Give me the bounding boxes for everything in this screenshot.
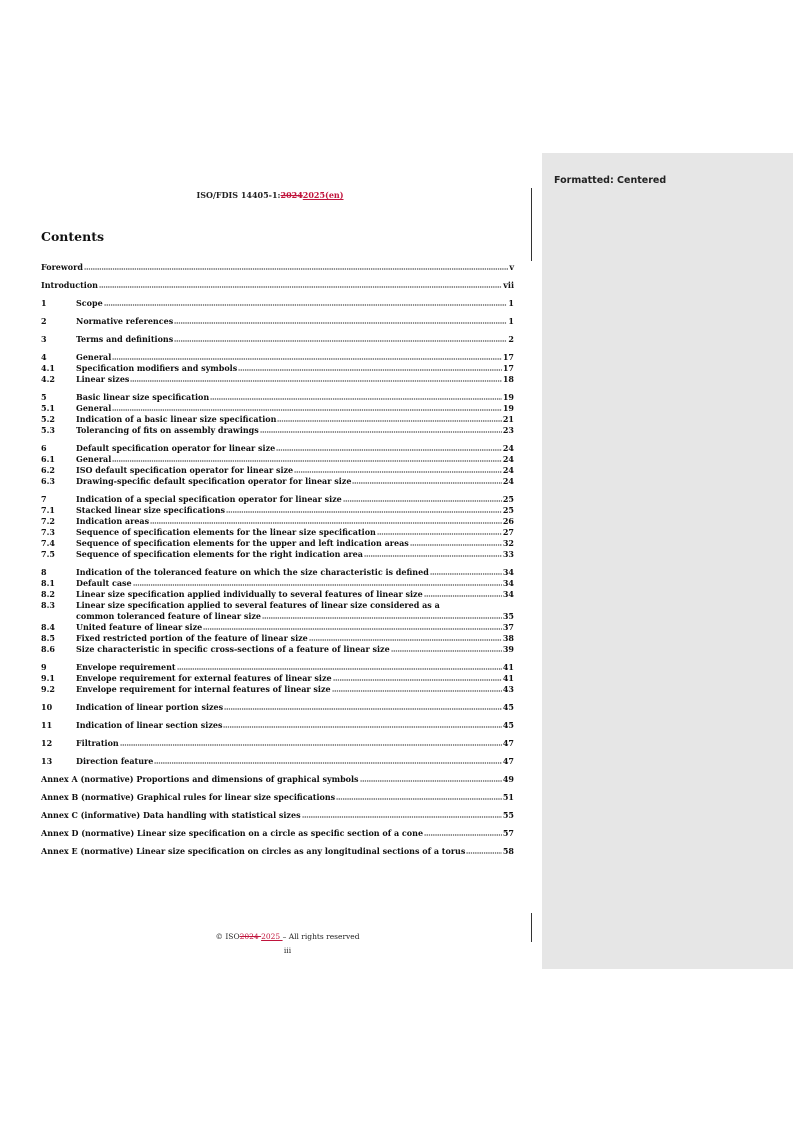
toc-entry-page: 55 <box>502 810 514 820</box>
toc-entry-title: Annex B (normative) Graphical rules for linear size specifications <box>41 792 336 802</box>
toc-entry-page: 58 <box>502 846 514 856</box>
toc-entry-number: 7.1 <box>41 505 55 515</box>
toc-entry-title: General <box>76 454 112 464</box>
toc-entry-number: 4.1 <box>41 363 55 373</box>
toc-entry-title: Linear size specification applied to several features of linear size considered as a <box>76 600 440 610</box>
toc-entry[interactable] <box>41 845 514 856</box>
toc-leader-dots <box>277 414 501 422</box>
toc-entry-page: 38 <box>502 633 514 643</box>
toc-entry[interactable] <box>41 719 514 730</box>
toc-entry-number: 9.2 <box>41 684 55 694</box>
toc-entry[interactable] <box>41 632 514 643</box>
toc-entry-number: 6.1 <box>41 454 55 464</box>
toc-entry[interactable] <box>41 493 514 504</box>
toc-entry-number: 5.2 <box>41 414 55 424</box>
toc-entry-page: 39 <box>502 644 514 654</box>
footer-inserted-year: 2025 <box>261 932 283 941</box>
toc-entry-title: ISO default specification operator for linear size <box>76 465 294 475</box>
toc-leader-dots <box>174 316 507 324</box>
toc-entry[interactable] <box>41 297 514 308</box>
toc-leader-dots <box>223 720 501 728</box>
toc-leader-dots <box>150 516 502 524</box>
toc-leader-dots <box>130 374 501 382</box>
toc-entry-number: 8.3 <box>41 600 55 610</box>
toc-entry-title: Tolerancing of fits on assembly drawings <box>76 425 259 435</box>
toc-entry-title: Normative references <box>76 316 174 326</box>
toc-entry-page: 25 <box>502 494 514 504</box>
toc-leader-dots <box>336 792 502 800</box>
toc-entry-title: Default specification operator for linear size <box>76 443 276 453</box>
toc-entry-title: Envelope requirement <box>76 662 176 672</box>
toc-entry-title: Indication of a special specification operator for linear size <box>76 494 342 504</box>
toc-entry[interactable] <box>41 577 514 588</box>
toc-entry-number: 5 <box>41 392 47 402</box>
toc-leader-dots <box>238 363 502 371</box>
formatting-note: Formatted: Centered <box>554 175 667 186</box>
toc-leader-dots <box>333 673 502 681</box>
toc-entry-title: Scope <box>76 298 103 308</box>
document-header <box>40 190 500 200</box>
toc-entry-number: 4.2 <box>41 374 55 384</box>
toc-entry[interactable] <box>41 413 514 424</box>
toc-entry-page: 37 <box>502 622 514 632</box>
toc-entry[interactable] <box>41 791 514 802</box>
toc-entry-page: 45 <box>502 702 514 712</box>
toc-entry-page: vii <box>503 280 514 290</box>
toc-leader-dots <box>133 578 502 586</box>
toc-entry-page: 43 <box>502 684 514 694</box>
toc-entry-page: 33 <box>502 549 514 559</box>
toc-entry-page: 32 <box>502 538 514 548</box>
toc-entry-title: Drawing-specific default specification operator for linear size <box>76 476 352 486</box>
toc-entry-page: v <box>509 262 514 272</box>
toc-leader-dots <box>112 403 502 411</box>
toc-leader-dots <box>99 280 502 288</box>
toc-entry-page: 41 <box>502 662 514 672</box>
header-prefix: ISO/FDIS 14405-1: <box>196 190 281 200</box>
toc-leader-dots <box>391 644 502 652</box>
footer-rights: – All rights reserved <box>282 932 360 941</box>
toc-entry-title: Annex A (normative) Proportions and dimensions of graphical symbols <box>41 774 359 784</box>
toc-entry-page: 24 <box>502 454 514 464</box>
toc-entry-page: 47 <box>502 738 514 748</box>
toc-leader-dots <box>343 494 502 502</box>
toc-entry-number: 9 <box>41 662 47 672</box>
toc-entry-title: Size characteristic in specific cross-sections of a feature of linear size <box>76 644 390 654</box>
toc-entry[interactable] <box>41 515 514 526</box>
toc-entry[interactable] <box>41 827 514 838</box>
table-of-contents <box>41 261 514 856</box>
toc-entry[interactable] <box>41 453 514 464</box>
toc-entry[interactable] <box>41 442 514 453</box>
toc-entry[interactable] <box>41 809 514 820</box>
toc-entry-page: 47 <box>502 756 514 766</box>
toc-entry-number: 7.4 <box>41 538 55 548</box>
toc-entry[interactable] <box>41 464 514 475</box>
toc-entry-page: 17 <box>502 363 514 373</box>
toc-leader-dots <box>112 454 502 462</box>
toc-entry-title: Terms and definitions <box>76 334 174 344</box>
toc-entry-title: Fixed restricted portion of the feature of linear size <box>76 633 308 643</box>
toc-entry-number: 7.2 <box>41 516 55 526</box>
toc-entry-number: 8.6 <box>41 644 55 654</box>
toc-entry-number: 6 <box>41 443 47 453</box>
toc-entry-number: 2 <box>41 316 47 326</box>
toc-entry[interactable] <box>41 391 514 402</box>
toc-leader-dots <box>174 334 507 342</box>
toc-entry-number: 7 <box>41 494 47 504</box>
toc-entry-number: 12 <box>41 738 53 748</box>
page-number: iii <box>283 946 292 955</box>
toc-entry[interactable] <box>41 424 514 435</box>
toc-entry-title: Indication of the toleranced feature on which the size characteristic is defined <box>76 567 429 577</box>
toc-leader-dots <box>203 622 502 630</box>
toc-entry-number: 7.3 <box>41 527 55 537</box>
toc-entry-page: 24 <box>502 443 514 453</box>
toc-entry-number: 8.4 <box>41 622 55 632</box>
toc-entry-page: 1 <box>508 298 514 308</box>
toc-entry-title: Linear sizes <box>76 374 130 384</box>
toc-entry-title: Annex E (normative) Linear size specification on circles as any longitudinal sections of a torus <box>41 846 466 856</box>
toc-entry-title: Filtration <box>76 738 119 748</box>
toc-leader-dots <box>352 476 501 484</box>
toc-entry[interactable] <box>41 661 514 672</box>
toc-entry-title: Stacked linear size specifications <box>76 505 226 515</box>
toc-entry[interactable] <box>41 683 514 694</box>
toc-entry[interactable] <box>41 566 514 577</box>
toc-entry[interactable] <box>41 737 514 748</box>
toc-entry-title: Linear size specification applied individually to several features of linear size <box>76 589 423 599</box>
toc-entry[interactable] <box>41 261 514 272</box>
toc-entry[interactable] <box>41 537 514 548</box>
toc-entry-page: 35 <box>502 611 514 621</box>
toc-entry[interactable] <box>41 402 514 413</box>
toc-entry-title: United feature of linear size <box>76 622 203 632</box>
toc-entry[interactable] <box>41 701 514 712</box>
toc-entry-page: 18 <box>502 374 514 384</box>
comment-sidebar <box>542 153 793 969</box>
toc-entry-title: Foreword <box>41 262 83 272</box>
toc-leader-dots <box>430 567 502 575</box>
toc-entry-page: 24 <box>502 476 514 486</box>
toc-entry[interactable] <box>41 373 514 384</box>
toc-entry-number: 7.5 <box>41 549 55 559</box>
toc-entry-title: General <box>76 403 112 413</box>
toc-leader-dots <box>360 774 502 782</box>
change-bar-top <box>531 188 532 261</box>
footer-deleted-year: 2024 <box>239 932 262 941</box>
toc-leader-dots <box>120 738 502 746</box>
toc-entry-title: Specification modifiers and symbols <box>76 363 238 373</box>
toc-entry-page: 51 <box>502 792 514 802</box>
contents-heading: Contents <box>41 229 105 244</box>
toc-entry[interactable] <box>41 315 514 326</box>
toc-leader-dots <box>294 465 502 473</box>
toc-entry-page: 23 <box>502 425 514 435</box>
toc-entry-page: 19 <box>502 403 514 413</box>
toc-leader-dots <box>112 352 502 360</box>
toc-entry-title: Annex C (informative) Data handling with statistical sizes <box>41 810 301 820</box>
toc-entry-title: Basic linear size specification <box>76 392 210 402</box>
toc-leader-dots <box>424 828 502 836</box>
toc-entry[interactable] <box>41 588 514 599</box>
toc-entry-number: 5.1 <box>41 403 55 413</box>
toc-entry[interactable] <box>41 621 514 632</box>
toc-entry[interactable] <box>41 773 514 784</box>
toc-entry[interactable] <box>41 279 514 290</box>
toc-entry-title: Indication of a basic linear size specification <box>76 414 277 424</box>
toc-entry[interactable] <box>41 672 514 683</box>
toc-entry-number: 4 <box>41 352 47 362</box>
toc-entry-title: Envelope requirement for internal features of linear size <box>76 684 331 694</box>
toc-leader-dots <box>224 702 502 710</box>
toc-entry-page: 25 <box>502 505 514 515</box>
toc-entry[interactable] <box>41 333 514 344</box>
toc-entry-title-continued: common toleranced feature of linear size <box>76 611 262 621</box>
toc-leader-dots <box>364 549 502 557</box>
toc-entry[interactable] <box>41 526 514 537</box>
toc-entry-page: 57 <box>502 828 514 838</box>
toc-entry-title: Indication of linear portion sizes <box>76 702 224 712</box>
toc-entry-number: 8.5 <box>41 633 55 643</box>
toc-entry-page: 26 <box>502 516 514 526</box>
copyright-footer <box>40 932 535 941</box>
toc-leader-dots <box>226 505 502 513</box>
toc-entry[interactable] <box>41 755 514 766</box>
toc-entry-number: 5.3 <box>41 425 55 435</box>
toc-entry-number: 8.1 <box>41 578 55 588</box>
toc-entry[interactable] <box>41 475 514 486</box>
toc-entry-page: 34 <box>502 578 514 588</box>
toc-entry-title: Sequence of specification elements for the linear size specification <box>76 527 376 537</box>
toc-entry-title: Indication areas <box>76 516 150 526</box>
copyright-symbol: © ISO <box>215 932 240 941</box>
toc-entry-number: 10 <box>41 702 53 712</box>
toc-entry-continuation[interactable] <box>41 610 514 621</box>
toc-entry-page: 41 <box>502 673 514 683</box>
toc-entry-title: Annex D (normative) Linear size specification on a circle as specific section of a cone <box>41 828 424 838</box>
toc-leader-dots <box>466 846 502 854</box>
toc-leader-dots <box>260 425 502 433</box>
toc-entry-title: Introduction <box>41 280 98 290</box>
toc-entry-page: 34 <box>502 567 514 577</box>
toc-entry-page: 27 <box>502 527 514 537</box>
toc-entry-title: Indication of linear section sizes <box>76 720 223 730</box>
toc-entry[interactable] <box>41 504 514 515</box>
toc-entry[interactable] <box>41 362 514 373</box>
toc-leader-dots <box>302 810 502 818</box>
toc-entry-number: 6.2 <box>41 465 55 475</box>
toc-entry-number: 3 <box>41 334 47 344</box>
toc-leader-dots <box>424 589 502 597</box>
toc-leader-dots <box>154 756 502 764</box>
toc-entry-title: Envelope requirement for external features of linear size <box>76 673 332 683</box>
toc-entry-title: Sequence of specification elements for the right indication area <box>76 549 363 559</box>
toc-entry-number: 1 <box>41 298 47 308</box>
toc-entry-title: General <box>76 352 112 362</box>
toc-entry-page: 21 <box>502 414 514 424</box>
toc-entry[interactable] <box>41 351 514 362</box>
toc-entry-title: Sequence of specification elements for the upper and left indication areas <box>76 538 409 548</box>
toc-entry-number: 13 <box>41 756 53 766</box>
toc-leader-dots <box>332 684 502 692</box>
header-deleted-year: 2024 <box>280 190 303 200</box>
toc-entry-number: 11 <box>41 720 53 730</box>
toc-entry[interactable] <box>41 643 514 654</box>
toc-leader-dots <box>377 527 502 535</box>
toc-entry-page: 34 <box>502 589 514 599</box>
toc-entry-page: 17 <box>502 352 514 362</box>
toc-leader-dots <box>276 443 502 451</box>
toc-entry-page: 19 <box>502 392 514 402</box>
toc-entry[interactable] <box>41 548 514 559</box>
toc-entry-page: 45 <box>502 720 514 730</box>
toc-entry-title: Default case <box>76 578 132 588</box>
toc-entry-number: 6.3 <box>41 476 55 486</box>
header-inserted-year: 2025(en) <box>302 190 344 200</box>
toc-entry-number: 8.2 <box>41 589 55 599</box>
toc-entry-page: 2 <box>508 334 514 344</box>
toc-entry[interactable] <box>41 599 514 610</box>
toc-entry-number: 8 <box>41 567 47 577</box>
toc-leader-dots <box>210 392 502 400</box>
toc-entry-page: 49 <box>502 774 514 784</box>
toc-entry-number: 9.1 <box>41 673 55 683</box>
toc-entry-page: 1 <box>508 316 514 326</box>
toc-leader-dots <box>177 662 502 670</box>
toc-entry-page: 24 <box>502 465 514 475</box>
toc-leader-dots <box>309 633 502 641</box>
toc-leader-dots <box>410 538 502 546</box>
toc-leader-dots <box>104 298 508 306</box>
toc-leader-dots <box>262 611 502 619</box>
toc-leader-dots <box>84 262 508 270</box>
toc-entry-title: Direction feature <box>76 756 154 766</box>
